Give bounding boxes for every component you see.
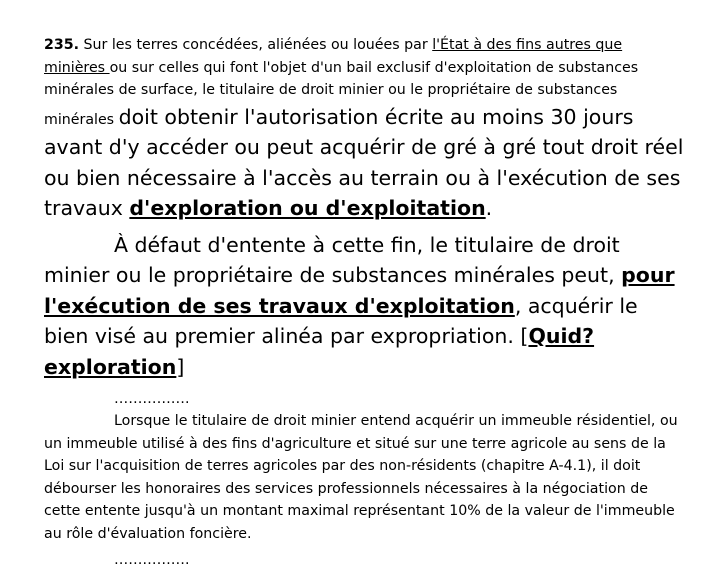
- para2-text-1: À défaut d'entente à cette fin, le titulaire de droit minier ou le propriétaire de substances minérales peut,: [44, 232, 622, 287]
- para2-text-2: , acquérir le bien visé au premier alinéa par expropriation. [: [44, 293, 638, 348]
- para1-exploration-phrase: d'exploration ou d'exploitation: [129, 196, 486, 220]
- para1-emphasized-text: doit obtenir l'autorisation écrite au moins 30 jours avant d'y accéder ou peut acquérir de gré à gré tout droit réel ou bien nécessaire à l'accès au terrain ou à l'exécution de ses travaux: [44, 104, 684, 220]
- ellipsis-1: …………….: [114, 391, 190, 407]
- para1-period: .: [485, 196, 493, 220]
- paragraph-expropriation: [44, 230, 684, 383]
- para2-bracket-close: ]: [176, 354, 185, 379]
- para1-text-1: Sur les terres concédées, aliénées ou louées par: [79, 37, 433, 53]
- para1-underlined-phrase: l'État à des fins autres que minières: [44, 37, 623, 76]
- paragraph-residential: Lorsque le titulaire de droit minier entend acquérir un immeuble résidentiel, ou un immeuble utilisé à des fins d'agriculture et situé sur une terre agricole au sens de la Loi sur l'acquisition de terres agricoles par des non-résidents (chapitre A-4.1), il doit débourser les honoraires des services professionnels nécessaires à la négociation de cette entente jusqu'à un montant maximal représentant 10% de la valeur de l'immeuble au rôle d'évaluation foncière.: [44, 413, 678, 542]
- paragraph-235: [44, 34, 684, 224]
- ellipsis-2: …………….: [114, 552, 190, 568]
- para2-exploitation-phrase: pour l'exécution de ses travaux d'exploitation: [44, 263, 675, 318]
- article-number: 235.: [44, 37, 80, 53]
- para2-quid-note: Quid? exploration: [44, 324, 595, 379]
- para1-text-2: ou sur celles qui font l'objet d'un bail exclusif d'exploitation de substances minérales de surface, le titulaire de droit minier ou le propriétaire de substances minérales: [44, 59, 639, 128]
- document-body: [44, 34, 684, 571]
